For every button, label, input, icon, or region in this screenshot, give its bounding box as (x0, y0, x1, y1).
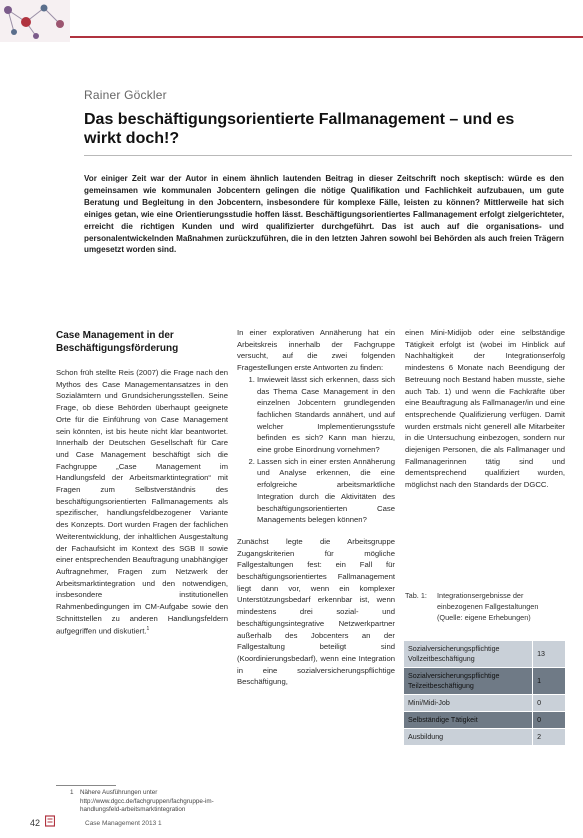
table-row (404, 695, 566, 712)
title-divider (84, 155, 572, 156)
table-row-value: 13 (533, 641, 566, 668)
table-row-label: Selbständige Tätigkeit (404, 712, 533, 729)
table-row-value: 2 (533, 729, 566, 746)
article-abstract: Vor einiger Zeit war der Autor in einem ähnlich lautenden Beitrag in dieser Zeitschrift noch skeptisch: würde es den gemeinsamen wie kommunalen Jobcentern gelingen die nötige Qualifikation und Fachlichkeit aufzubauen, um gute Beratung und Begleitung in den Jobcentern, insbesondere für komplexe Fälle, leisten zu können? Mittlerweile hat sich einiges getan, wie eine Orientierungsstudie hoffen lässt. Beschäftigungsorientiertes Fallmanagement erfolgt zielgerichteter, erreicht die richtigen Kunden und wird qualifizierter durchgeführt. Das ist auch auf die organisations- und personalentwickelnden Maßnahmen zurückzuführen, die in den letzten Jahren sowohl bei Behörden als auch freien Trägern umgesetzt worden sind. (84, 174, 564, 255)
journal-name: Case Management 2013 1 (85, 820, 162, 827)
journal-logo-icon (45, 815, 55, 827)
footnote-text: Nähere Ausführungen unter http://www.dgcc.de/fachgruppen/fachgruppe-im-handlungsfeld-arbeitsmarktintegration (80, 789, 214, 813)
header-molecule-graphic (0, 0, 70, 42)
footnote-number: 1 (70, 789, 74, 796)
table-row (404, 668, 566, 695)
section-heading-container (56, 330, 228, 361)
body-column-1 (56, 367, 228, 638)
body-column-2 (237, 327, 395, 688)
table-row (404, 712, 566, 729)
table-row (404, 641, 566, 668)
body-column-3 (405, 327, 565, 491)
table-caption-label: Tab. 1: (405, 591, 427, 600)
question-list (237, 374, 395, 526)
table-row-value: 1 (533, 668, 566, 695)
integration-results-table (403, 640, 566, 746)
table-caption-text: Integrationsergebnisse der einbezogenen Fallgestaltungen (Quelle: eigene Erhebungen) (437, 591, 539, 622)
table-row-value: 0 (533, 695, 566, 712)
table-row-label: Ausbildung (404, 729, 533, 746)
col1-paragraph: Schon früh stellte Reis (2007) die Frage nach den Mythos des Case Managementansatzes in den Sozialämtern und Grundsicherungsstellen. Seine Frage, ob diese Behörden überhaupt geeignete Orte für die Einführung von Case Management sein könnten, ist bis heute nicht klar beantwortet. Innerhalb der Deutschen Gesellschaft für Care und Case Management beschäftigt sich die Fachgruppe „Case Management im Handlungsfeld der Arbeitsmarktintegration“ mit Fragen zum Selbstverständnis des beschäftigungsorientierten Fallmanagements als spezifischer, handlungsfeldbezogener Variante des Konzepts. Dort wurden Fragen der fachlichen Weiterentwicklung, der inhaltlichen Ausgestaltung der Fachaufsicht im Kontext des SGB II sowie einer entsprechenden Beauftragung unabhängiger Auftragnehmer, Fragen zum Netzwerk der Arbeitsmarktintegration und den notwendigen, insbesondere institutionellen Rahmenbedingungen im CM-Aufgabe sowie den Schnittstellen zu anderen Handlungsfeldern aufgegriffen und diskutiert. (56, 368, 228, 637)
question-item: 2. Lassen sich in einer ersten Annäherung und Analyse erkennen, die eine erfolgreiche arbeitsmarktliche Integration durch die Aktivitäten des beschäftigungsorientierten Case Managements belegen können? (257, 456, 395, 526)
table-row-label: Mini/Midi-Job (404, 695, 533, 712)
footnote-divider (56, 785, 116, 786)
question-item: 1. Inwieweit lässt sich erkennen, dass sich das Thema Case Management in den einzelnen Jobcentern grundlegenden fachlichen Standards annähert, und auf welcher Implementierungsstufe befinden es sich? Kann man hierzu, eine grobe Einordnung vornehmen? (257, 374, 395, 456)
table-caption (405, 590, 565, 623)
article-title: Das beschäftigungsorientierte Fallmanagement – und es wirkt doch!? (84, 111, 515, 147)
header-rule (70, 36, 583, 38)
col2-intro: In einer explorativen Annäherung hat ein Arbeitskreis innerhalb der Fachgruppe versucht, auf die zwei folgenden Fragestellungen erste Antworten zu finden: (237, 328, 395, 373)
section-heading: Case Management in der Beschäftigungsförderung (56, 330, 179, 354)
col3-paragraph: einen Mini-Midijob oder eine selbständige Tätigkeit erfolgt ist (wobei im Hinblick auf Nachhaltigkeit der Integrationserfolg mindestens 6 Monate nach Beendigung der Betreuung noch Bestand haben musste, siehe auch Tab. 1) und wenn die Fachkräfte über eine Beauftragung als Fallmanager/in und eine entsprechende Qualifizierung verfügen. Damit wurden erstmals nicht generell alle Mitarbeiter in die Untersuchung einbezogen, sondern nur diejenigen Personen, die als Fallmanager und Fallmanagerinnen tätig sind und dementsprechend qualifiziert wurden, möglichst nach den Standards der DGCC. (405, 328, 565, 490)
page-number: 42 (30, 818, 41, 828)
footnote-marker: 1 (146, 626, 150, 633)
author-name: Rainer Göckler (84, 88, 167, 102)
table-row (404, 729, 566, 746)
table-row-value: 0 (533, 712, 566, 729)
table-row-label: Sozialversicherungspflichtige Teilzeitbeschäftigung (404, 668, 533, 695)
table-row-label: Sozialversicherungspflichtige Vollzeitbeschäftigung (404, 641, 533, 668)
col2-paragraph: Zunächst legte die Arbeitsgruppe Zugangskriterien für mögliche Fallgestaltungen fest: ein Fall für beschäftigungsorientiertes Fallmanagement liegt dann vor, wenn ein komplexer Unterstützungsbedarf erkennbar ist, wenn mindestens drei sozial- und beschäftigungsintegrative Netzwerkpartner außerhalb des Jobcenters an der Fallgestaltung beteiligt sind (Koordinierungsbedarf), wenn eine Integration in eine sozialversicherungspflichtige Beschäftigung, (237, 536, 395, 687)
